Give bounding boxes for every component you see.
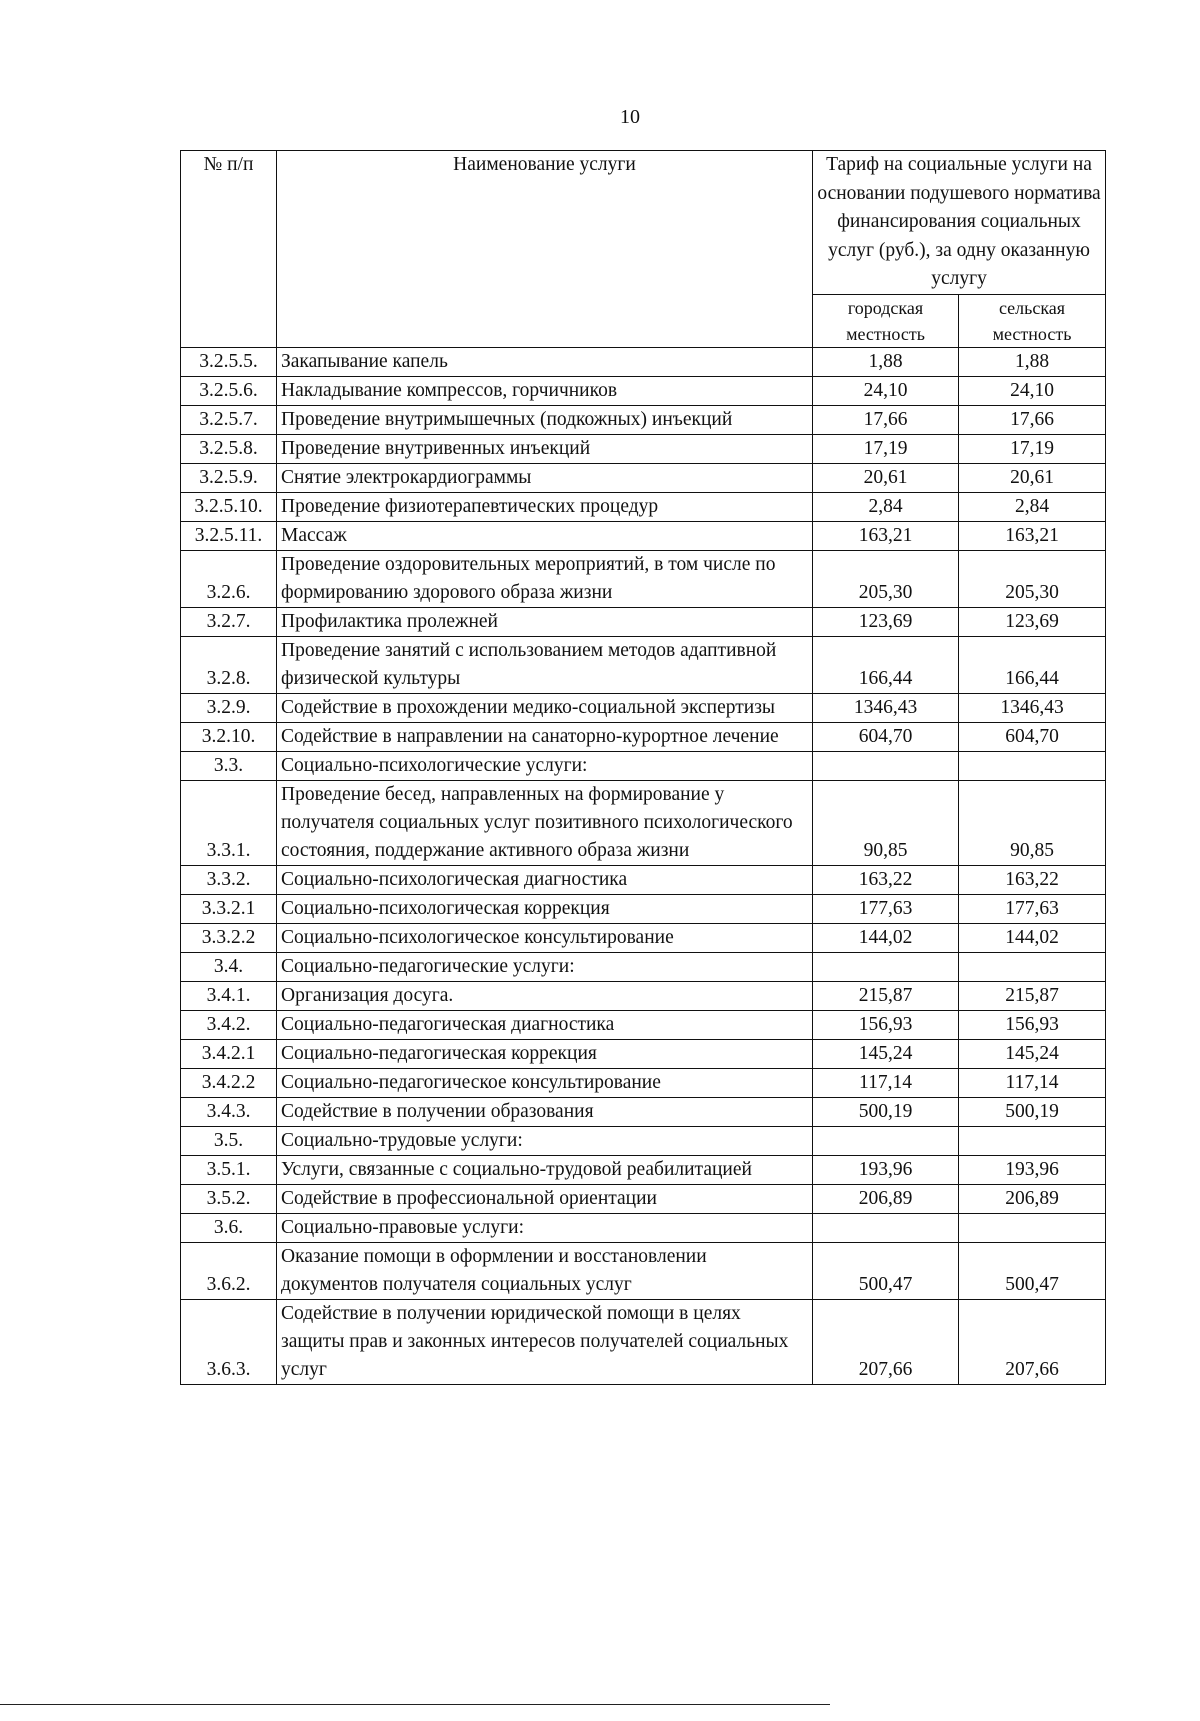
table-row — [181, 1010, 1106, 1039]
urban-tariff: 17,66 — [813, 405, 959, 434]
urban-tariff: 177,63 — [813, 894, 959, 923]
urban-tariff: 90,85 — [813, 780, 959, 865]
table-row — [181, 952, 1106, 981]
service-name: Содействие в получении образования — [277, 1097, 813, 1126]
table-row — [181, 1213, 1106, 1242]
table-row — [181, 751, 1106, 780]
service-name: Содействие в направлении на санаторно-курортное лечение — [277, 722, 813, 751]
page-number: 10 — [620, 106, 640, 128]
rural-tariff: 205,30 — [959, 550, 1106, 607]
row-number: 3.4.1. — [181, 981, 277, 1010]
urban-tariff — [813, 1213, 959, 1242]
rural-tariff — [959, 952, 1106, 981]
service-name: Содействие в прохождении медико-социальной экспертизы — [277, 693, 813, 722]
table-row — [181, 376, 1106, 405]
row-number: 3.4.2. — [181, 1010, 277, 1039]
row-number: 3.2.5.10. — [181, 492, 277, 521]
rural-tariff: 156,93 — [959, 1010, 1106, 1039]
rural-tariff: 117,14 — [959, 1068, 1106, 1097]
rural-tariff — [959, 1126, 1106, 1155]
rural-tariff: 500,47 — [959, 1242, 1106, 1299]
table-row — [181, 1068, 1106, 1097]
footer-rule — [0, 1704, 830, 1705]
urban-tariff: 500,47 — [813, 1242, 959, 1299]
rural-tariff: 163,21 — [959, 521, 1106, 550]
row-number: 3.5.2. — [181, 1184, 277, 1213]
table-row — [181, 347, 1106, 376]
urban-tariff: 163,22 — [813, 865, 959, 894]
table-row — [181, 1126, 1106, 1155]
table-row — [181, 1039, 1106, 1068]
tariff-table — [180, 150, 1106, 1385]
row-number: 3.3.2.2 — [181, 923, 277, 952]
row-number: 3.2.9. — [181, 693, 277, 722]
urban-tariff: 24,10 — [813, 376, 959, 405]
row-number: 3.3. — [181, 751, 277, 780]
header-service-name: Наименование услуги — [277, 151, 813, 348]
rural-tariff: 17,66 — [959, 405, 1106, 434]
service-name: Проведение бесед, направленных на формирование у получателя социальных услуг позитивного психологического состояния, поддержание активного образа жизни — [277, 780, 813, 865]
table-row — [181, 607, 1106, 636]
service-name: Социально-психологическая коррекция — [277, 894, 813, 923]
service-name: Социально-педагогическое консультирование — [277, 1068, 813, 1097]
urban-tariff: 156,93 — [813, 1010, 959, 1039]
row-number: 3.5.1. — [181, 1155, 277, 1184]
table-header — [181, 151, 1106, 348]
row-number: 3.2.5.9. — [181, 463, 277, 492]
table-row — [181, 780, 1106, 865]
rural-tariff: 206,89 — [959, 1184, 1106, 1213]
service-name: Социально-педагогические услуги: — [277, 952, 813, 981]
urban-tariff: 163,21 — [813, 521, 959, 550]
service-name: Профилактика пролежней — [277, 607, 813, 636]
header-tariff: Тариф на социальные услуги на основании подушевого норматива финансирования социальных услуг (руб.), за одну оказанную услугу — [813, 151, 1106, 295]
rural-tariff: 166,44 — [959, 636, 1106, 693]
service-name: Проведение внутривенных инъекций — [277, 434, 813, 463]
header-num: № п/п — [181, 151, 277, 348]
table-row — [181, 865, 1106, 894]
table-row — [181, 981, 1106, 1010]
table-row — [181, 722, 1106, 751]
table-row — [181, 894, 1106, 923]
urban-tariff: 215,87 — [813, 981, 959, 1010]
urban-tariff: 193,96 — [813, 1155, 959, 1184]
row-number: 3.3.2.1 — [181, 894, 277, 923]
table-row — [181, 1155, 1106, 1184]
rural-tariff: 17,19 — [959, 434, 1106, 463]
header-urban: городская местность — [813, 294, 959, 347]
urban-tariff: 207,66 — [813, 1299, 959, 1384]
table-row — [181, 405, 1106, 434]
table-row — [181, 550, 1106, 607]
rural-tariff: 145,24 — [959, 1039, 1106, 1068]
table-row — [181, 492, 1106, 521]
row-number: 3.5. — [181, 1126, 277, 1155]
service-name: Социально-трудовые услуги: — [277, 1126, 813, 1155]
service-name: Социально-психологическое консультирование — [277, 923, 813, 952]
service-name: Содействие в получении юридической помощи в целях защиты прав и законных интересов получателей социальных услуг — [277, 1299, 813, 1384]
row-number: 3.2.5.5. — [181, 347, 277, 376]
service-name: Социально-психологическая диагностика — [277, 865, 813, 894]
service-name: Социально-правовые услуги: — [277, 1213, 813, 1242]
service-name: Снятие электрокардиограммы — [277, 463, 813, 492]
rural-tariff: 24,10 — [959, 376, 1106, 405]
row-number: 3.2.10. — [181, 722, 277, 751]
rural-tariff: 177,63 — [959, 894, 1106, 923]
urban-tariff — [813, 751, 959, 780]
urban-tariff: 117,14 — [813, 1068, 959, 1097]
rural-tariff: 163,22 — [959, 865, 1106, 894]
urban-tariff: 145,24 — [813, 1039, 959, 1068]
table-row — [181, 693, 1106, 722]
rural-tariff: 604,70 — [959, 722, 1106, 751]
rural-tariff: 123,69 — [959, 607, 1106, 636]
service-name: Услуги, связанные с социально-трудовой реабилитацией — [277, 1155, 813, 1184]
urban-tariff: 123,69 — [813, 607, 959, 636]
rural-tariff: 207,66 — [959, 1299, 1106, 1384]
urban-tariff — [813, 952, 959, 981]
header-rural: сельская местность — [959, 294, 1106, 347]
service-name: Социально-педагогическая диагностика — [277, 1010, 813, 1039]
row-number: 3.2.6. — [181, 550, 277, 607]
rural-tariff: 193,96 — [959, 1155, 1106, 1184]
urban-tariff: 166,44 — [813, 636, 959, 693]
row-number: 3.2.5.6. — [181, 376, 277, 405]
urban-tariff: 20,61 — [813, 463, 959, 492]
table-body — [181, 347, 1106, 1384]
service-name: Социально-психологические услуги: — [277, 751, 813, 780]
table-row — [181, 1299, 1106, 1384]
row-number: 3.6. — [181, 1213, 277, 1242]
service-name: Проведение физиотерапевтических процедур — [277, 492, 813, 521]
table-row — [181, 434, 1106, 463]
urban-tariff: 144,02 — [813, 923, 959, 952]
table-row — [181, 1242, 1106, 1299]
row-number: 3.4.3. — [181, 1097, 277, 1126]
rural-tariff: 1,88 — [959, 347, 1106, 376]
urban-tariff: 206,89 — [813, 1184, 959, 1213]
service-name: Содействие в профессиональной ориентации — [277, 1184, 813, 1213]
table-row — [181, 1184, 1106, 1213]
rural-tariff: 90,85 — [959, 780, 1106, 865]
row-number: 3.2.8. — [181, 636, 277, 693]
table-row — [181, 923, 1106, 952]
rural-tariff — [959, 1213, 1106, 1242]
row-number: 3.6.2. — [181, 1242, 277, 1299]
rural-tariff: 144,02 — [959, 923, 1106, 952]
row-number: 3.4.2.2 — [181, 1068, 277, 1097]
row-number: 3.4.2.1 — [181, 1039, 277, 1068]
row-number: 3.2.5.8. — [181, 434, 277, 463]
service-name: Социально-педагогическая коррекция — [277, 1039, 813, 1068]
table-row — [181, 1097, 1106, 1126]
row-number: 3.2.5.7. — [181, 405, 277, 434]
urban-tariff: 500,19 — [813, 1097, 959, 1126]
urban-tariff: 1346,43 — [813, 693, 959, 722]
rural-tariff — [959, 751, 1106, 780]
service-name: Массаж — [277, 521, 813, 550]
urban-tariff: 1,88 — [813, 347, 959, 376]
urban-tariff: 17,19 — [813, 434, 959, 463]
service-name: Проведение внутримышечных (подкожных) инъекций — [277, 405, 813, 434]
table-row — [181, 521, 1106, 550]
row-number: 3.3.2. — [181, 865, 277, 894]
row-number: 3.6.3. — [181, 1299, 277, 1384]
urban-tariff — [813, 1126, 959, 1155]
urban-tariff: 604,70 — [813, 722, 959, 751]
rural-tariff: 500,19 — [959, 1097, 1106, 1126]
service-name: Проведение занятий с использованием методов адаптивной физической культуры — [277, 636, 813, 693]
rural-tariff: 20,61 — [959, 463, 1106, 492]
rural-tariff: 1346,43 — [959, 693, 1106, 722]
service-name: Организация досуга. — [277, 981, 813, 1010]
rural-tariff: 2,84 — [959, 492, 1106, 521]
urban-tariff: 205,30 — [813, 550, 959, 607]
table-row — [181, 636, 1106, 693]
row-number: 3.2.5.11. — [181, 521, 277, 550]
urban-tariff: 2,84 — [813, 492, 959, 521]
service-name: Оказание помощи в оформлении и восстановлении документов получателя социальных услуг — [277, 1242, 813, 1299]
service-name: Закапывание капель — [277, 347, 813, 376]
row-number: 3.2.7. — [181, 607, 277, 636]
row-number: 3.3.1. — [181, 780, 277, 865]
service-name: Накладывание компрессов, горчичников — [277, 376, 813, 405]
rural-tariff: 215,87 — [959, 981, 1106, 1010]
service-name: Проведение оздоровительных мероприятий, в том числе по формированию здорового образа жизни — [277, 550, 813, 607]
row-number: 3.4. — [181, 952, 277, 981]
table-row — [181, 463, 1106, 492]
